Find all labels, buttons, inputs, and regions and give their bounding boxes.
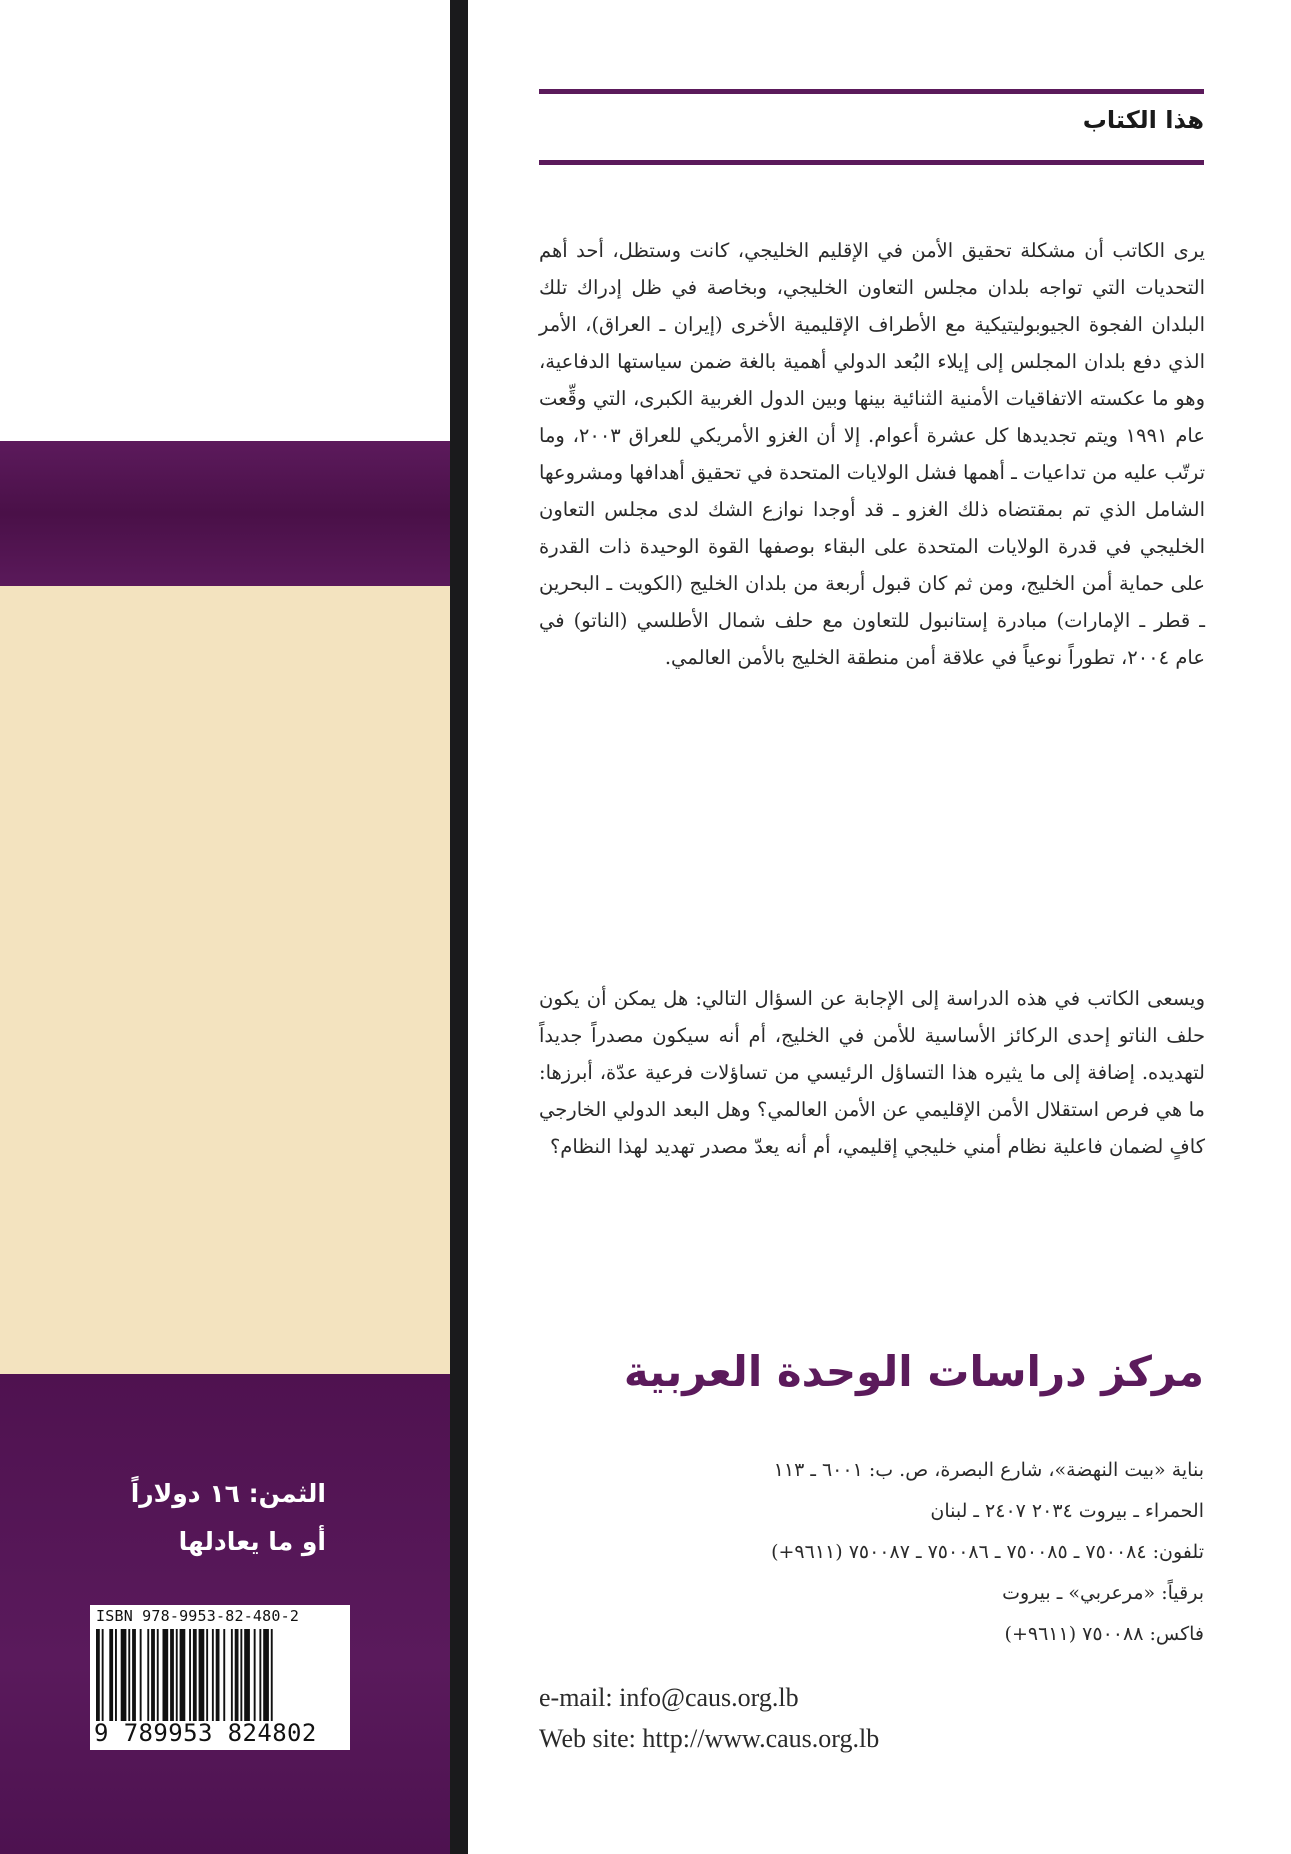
price-block bbox=[26, 1470, 326, 1566]
paragraph-text: ويسعى الكاتب في هذه الدراسة إلى الإجابة عن السؤال التالي: هل يمكن أن يكون حلف الناتو إحدى الركائز الأساسية للأمن في الخليج، أم أنه سيكون مصدراً جديداً لتهديده. إضافة إلى ما يثيره هذا التساؤل الرئيسي من تساؤلات فرعية عدّة، أبرزها: ما هي فرص استقلال الأمن الإقليمي عن الأمن العالمي؟ وهل البعد الدولي الخارجي كافٍ لضمان فاعلية نظام أمني خليجي إقليمي، أم أنه يعدّ مصدر تهديد لهذا النظام؟ bbox=[539, 987, 1205, 1158]
beige-panel bbox=[0, 586, 450, 1374]
publisher-name: مركز دراسات الوحدة العربية bbox=[623, 1347, 1204, 1396]
contact-info bbox=[539, 1677, 879, 1759]
title-rule-bottom bbox=[539, 160, 1204, 165]
isbn-label: ISBN 978-9953-82-480-2 bbox=[96, 1607, 300, 1625]
phone-line: تلفون: ٧٥٠٠٨٤ ـ ٧٥٠٠٨٥ ـ ٧٥٠٠٨٦ ـ ٧٥٠٠٨٧ (٩٦١١+) bbox=[771, 1541, 1204, 1563]
section-title: هذا الكتاب bbox=[1082, 106, 1204, 134]
body-paragraph-1 bbox=[539, 232, 1205, 676]
barcode-digits: 9 789953 824802 bbox=[94, 1719, 317, 1747]
paragraph-text: يرى الكاتب أن مشكلة تحقيق الأمن في الإقليم الخليجي، كانت وستظل، أحد أهم التحديات التي تواجه بلدان مجلس التعاون الخليجي، وبخاصة في ظل إدراك تلك البلدان الفجوة الجيوبوليتيكية مع الأطراف الإقليمية الأخرى (إيران ـ العراق)، الأمر الذي دفع بلدان المجلس إلى إيلاء البُعد الدولي أهمية بالغة ضمن سياستها الدفاعية، وهو ما عكسته الاتفاقيات الأمنية الثنائية بينها وبين الدول الغربية الكبرى، التي وقِّعت عام ١٩٩١ ويتم تجديدها كل عشرة أعوام. إلا أن الغزو الأمريكي للعراق ٢٠٠٣، وما ترتّب عليه من تداعيات ـ أهمها فشل الولايات المتحدة في تحقيق أهدافها ومشروعها الشامل الذي تم بمقتضاه ذلك الغزو ـ قد أوجدا نوازع الشك لدى مجلس التعاون الخليجي في قدرة الولايات المتحدة على البقاء بوصفها القوة الوحيدة ذات القدرة على حماية أمن الخليج، ومن ثم كان قبول أربعة من بلدان الخليج (الكويت ـ البحرين ـ قطر ـ الإمارات) مبادرة إستانبول للتعاون مع حلف شمال الأطلسي (الناتو) في عام ٢٠٠٤، تطوراً نوعياً في علاقة أمن منطقة الخليج بالأمن العالمي. bbox=[539, 239, 1205, 669]
address-line-1: بناية «بيت النهضة»، شارع البصرة، ص. ب: ٦٠٠١ ـ ١١٣ bbox=[773, 1459, 1204, 1481]
title-rule-top bbox=[539, 89, 1204, 94]
telegram-line: برقياً: «مرعربي» ـ بيروت bbox=[1002, 1582, 1204, 1604]
price-label: الثمن: ١٦ دولاراً bbox=[130, 1479, 326, 1508]
fax-line: فاكس: ٧٥٠٠٨٨ (٩٦١١+) bbox=[1004, 1623, 1204, 1645]
website-line: Web site: http://www.caus.org.lb bbox=[539, 1724, 880, 1753]
barcode bbox=[90, 1605, 350, 1750]
price-equivalent: أو ما يعادلها bbox=[178, 1527, 326, 1556]
left-white-panel bbox=[0, 0, 450, 441]
publisher-address bbox=[538, 1450, 1204, 1655]
body-paragraph-2 bbox=[539, 980, 1205, 1165]
purple-band-top bbox=[0, 441, 450, 586]
address-line-2: الحمراء ـ بيروت ٢٠٣٤ ٢٤٠٧ ـ لبنان bbox=[930, 1500, 1204, 1522]
spine-divider bbox=[450, 0, 468, 1854]
barcode-bars bbox=[96, 1629, 344, 1721]
email-line: e-mail: info@caus.org.lb bbox=[539, 1683, 799, 1712]
